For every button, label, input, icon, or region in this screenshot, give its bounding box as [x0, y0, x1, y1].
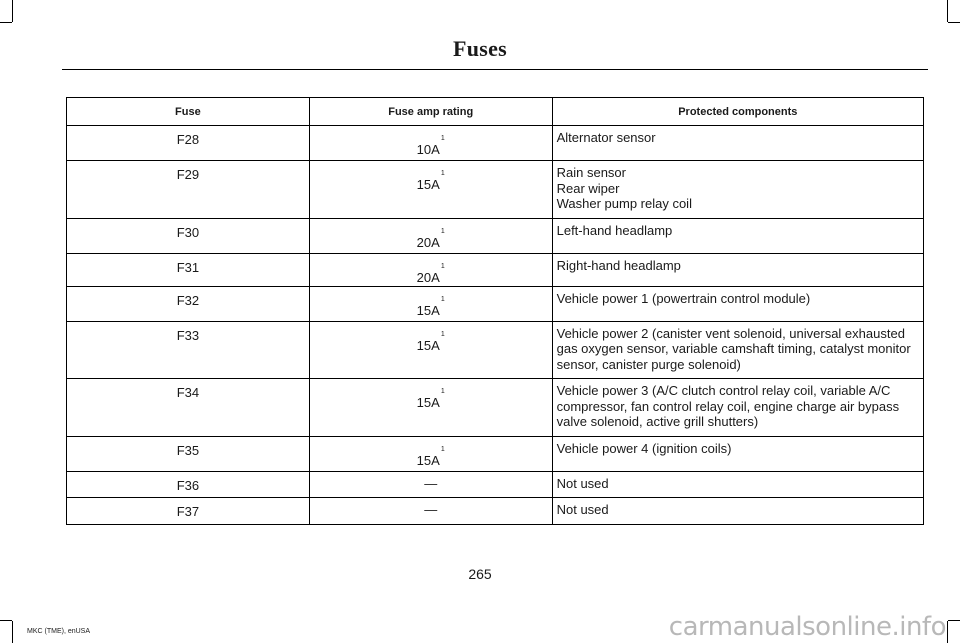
component-line: compressor, fan control relay coil, engine charge air bypass	[556, 398, 900, 414]
fuse-rating	[309, 379, 552, 437]
component-line: gas oxygen sensor, variable camshaft timing, catalyst monitor	[556, 341, 911, 356]
fuse-rating	[309, 286, 552, 321]
component-line: Vehicle power 1 (powertrain control module)	[556, 290, 811, 306]
table-row	[67, 498, 924, 525]
page-number: 265	[468, 566, 492, 582]
table-row	[67, 126, 924, 161]
rating-value: 20A	[416, 269, 440, 285]
rating-value: 15A	[416, 177, 440, 192]
component-line: Washer pump relay coil	[556, 196, 692, 211]
protected-components	[552, 379, 923, 437]
title-divider	[62, 69, 928, 70]
footnote-marker: 1	[440, 170, 445, 177]
fuse-rating	[309, 498, 552, 525]
column-header-fuse: Fuse	[67, 98, 310, 126]
component-line: Vehicle power 4 (ignition coils)	[556, 440, 732, 456]
rating-value: —	[424, 475, 438, 491]
fuse-rating	[309, 126, 552, 161]
column-header-rating: Fuse amp rating	[309, 98, 552, 126]
component-line: Not used	[556, 502, 609, 517]
fuse-number: F31	[67, 253, 310, 286]
rating-value: 15A	[416, 302, 440, 318]
fuse-number: F33	[67, 321, 310, 379]
fuse-number: F32	[67, 286, 310, 321]
fuse-number: F36	[67, 471, 310, 498]
crop-mark	[0, 22, 12, 23]
fuse-rating	[309, 161, 552, 219]
component-line: Vehicle power 3 (A/C clutch control relay coil, variable A/C	[556, 383, 891, 398]
fuse-rating	[309, 321, 552, 379]
fuse-number: F30	[67, 218, 310, 253]
component-line: sensor, canister purge solenoid)	[556, 356, 741, 372]
table-row	[67, 286, 924, 321]
page-title: Fuses	[452, 36, 508, 61]
protected-components	[552, 471, 923, 498]
table-row	[67, 253, 924, 286]
table-row	[67, 379, 924, 437]
component-line: Alternator sensor	[556, 130, 656, 145]
crop-mark	[947, 621, 948, 643]
crop-mark	[948, 22, 960, 23]
fuse-number: F37	[67, 498, 310, 525]
fuse-number: F34	[67, 379, 310, 437]
fuse-table	[66, 97, 924, 525]
footnote-marker: 1	[440, 330, 445, 338]
component-line: Not used	[556, 475, 609, 491]
crop-mark	[12, 0, 13, 22]
protected-components	[552, 436, 923, 471]
fuse-number: F28	[67, 126, 310, 161]
component-line: Rear wiper	[556, 180, 620, 196]
table-row	[67, 436, 924, 471]
rating-value: 10A	[416, 142, 440, 157]
rating-value: —	[424, 502, 438, 517]
component-line: Right-hand headlamp	[556, 257, 681, 273]
protected-components	[552, 286, 923, 321]
crop-mark	[947, 0, 948, 22]
footer-text: MKC (TME), enUSA	[27, 628, 91, 635]
fuse-number: F29	[67, 161, 310, 219]
table-row	[67, 161, 924, 219]
protected-components	[552, 161, 923, 219]
rating-value: 15A	[416, 452, 440, 468]
component-line: Left-hand headlamp	[556, 222, 673, 238]
footnote-marker: 1	[440, 227, 445, 235]
component-line: valve solenoid, active grill shutters)	[556, 414, 759, 429]
column-header-components: Protected components	[552, 98, 923, 126]
watermark: carmanualsonline.info	[668, 612, 946, 642]
protected-components	[552, 218, 923, 253]
rating-value: 15A	[416, 395, 440, 410]
footnote-marker: 1	[440, 388, 445, 395]
fuse-rating	[309, 471, 552, 498]
table-row	[67, 218, 924, 253]
protected-components	[552, 126, 923, 161]
crop-mark	[948, 620, 960, 621]
protected-components	[552, 321, 923, 379]
fuse-number: F35	[67, 436, 310, 471]
component-line: Rain sensor	[556, 165, 626, 180]
fuse-rating	[309, 218, 552, 253]
table-body	[67, 126, 924, 525]
footnote-marker: 1	[440, 135, 445, 142]
crop-mark	[12, 621, 13, 643]
table-row	[67, 471, 924, 498]
crop-mark	[0, 620, 12, 621]
component-line: Vehicle power 2 (canister vent solenoid, universal exhausted	[556, 325, 905, 341]
footnote-marker: 1	[440, 262, 445, 270]
protected-components	[552, 253, 923, 286]
fuse-rating	[309, 436, 552, 471]
table-row	[67, 321, 924, 379]
footnote-marker: 1	[440, 295, 445, 303]
protected-components	[552, 498, 923, 525]
rating-value: 20A	[416, 234, 440, 250]
table-header-row	[67, 98, 924, 126]
footnote-marker: 1	[440, 445, 445, 453]
rating-value: 15A	[416, 337, 440, 353]
fuse-rating	[309, 253, 552, 286]
